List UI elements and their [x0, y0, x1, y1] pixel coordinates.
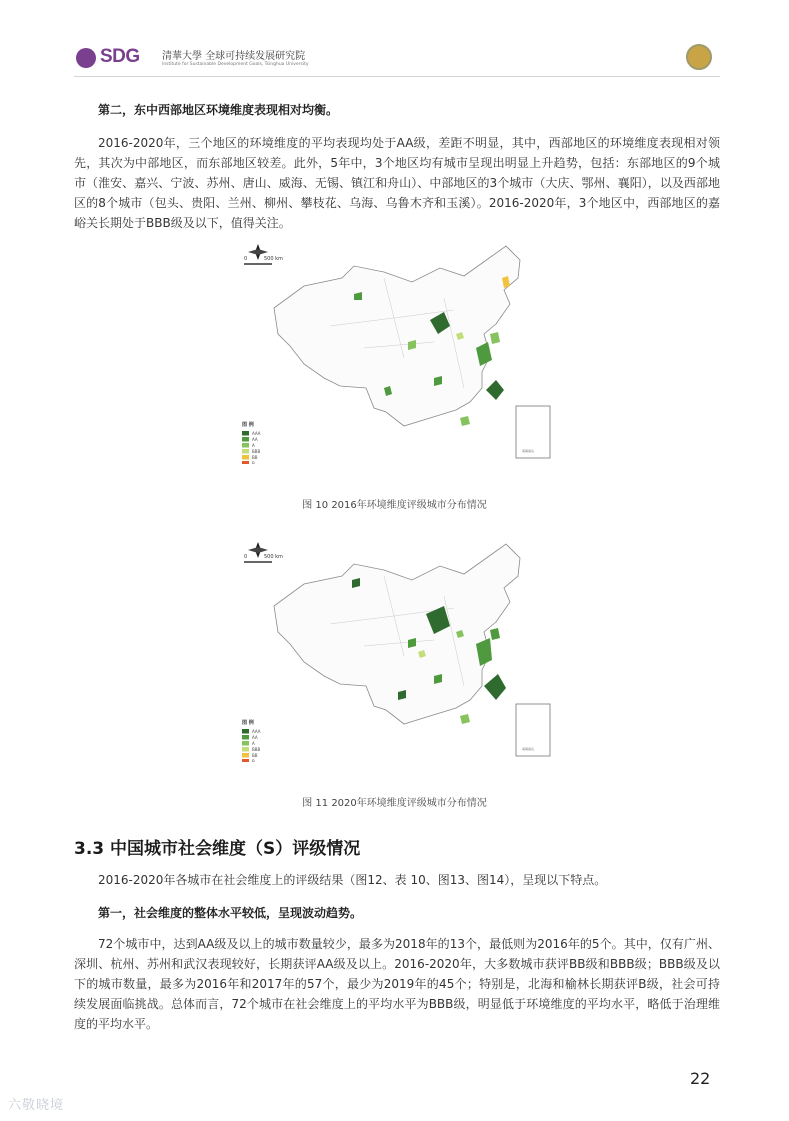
section-heading-2: 第二，东中西部地区环境维度表现相对均衡。 — [98, 103, 339, 117]
legend-label: BB — [252, 455, 258, 460]
legend-swatch — [242, 747, 249, 752]
legend-swatch — [242, 455, 249, 460]
map-legend — [242, 719, 261, 762]
legend-label: AAA — [252, 729, 261, 734]
svg-text:图 例: 图 例 — [242, 422, 254, 428]
watermark: 六敬晓境 — [8, 1098, 65, 1113]
section-title-3-3: 3.3 中国城市社会维度（S）评级情况 — [74, 839, 361, 859]
svg-text:南海诸岛: 南海诸岛 — [522, 747, 535, 751]
legend-swatch — [242, 443, 249, 448]
china-outline — [274, 246, 520, 426]
map-legend — [242, 421, 261, 464]
legend-label: A — [252, 443, 255, 448]
legend-label: AA — [252, 437, 258, 442]
map-2020 — [234, 536, 574, 762]
svg-text:0: 0 — [244, 554, 248, 560]
legend-label: A — [252, 741, 255, 746]
svg-text:南海诸岛: 南海诸岛 — [522, 449, 535, 453]
figure-10-caption: 图 10 2016年环境维度评级城市分布情况 — [302, 500, 487, 511]
section-body-first: 72个城市中，达到AA级及以上的城市数量较少，最多为2018年的13个，最低则为2016年的5个。其中，仅有广州、深圳、杭州、苏州和武汉表现较好，长期获评AA级及以上。2016-2020年，大多数城市获评BB级和BBB级；BBB级及以下的城市数量，最多为2016年和2017年的57个，最少为2019年的45个；特别是，北海和榆林长期获评B级，社会可持续发展面临挑战。总体而言，72个城市在社会维度上的平均水平为BBB级，明显低于环境维度的平均水平，略低于治理维度的平均水平。 — [74, 937, 720, 1031]
sdg-logo: SDG — [100, 46, 140, 67]
header-divider — [74, 76, 720, 77]
scale-label: 500 km — [264, 256, 283, 262]
legend-swatch — [242, 461, 249, 464]
svg-text:图 例: 图 例 — [242, 720, 254, 726]
legend-swatch — [242, 759, 249, 762]
legend-swatch — [242, 431, 249, 436]
legend-swatch — [242, 753, 249, 758]
legend-swatch — [242, 449, 249, 454]
legend-label: BBB — [252, 747, 261, 752]
legend-swatch — [242, 735, 249, 740]
legend-label: AA — [252, 735, 258, 740]
legend-label: BB — [252, 753, 258, 758]
page-header — [74, 42, 720, 76]
section-intro-3-3: 2016-2020年各城市在社会维度上的评级结果（图12、表 10、图13、图14），呈现以下特点。 — [98, 873, 607, 887]
section-heading-first: 第一，社会维度的整体水平较低，呈现波动趋势。 — [98, 906, 363, 920]
map-2016 — [234, 238, 574, 464]
legend-swatch — [242, 729, 249, 734]
legend-label: B — [252, 461, 255, 464]
legend-label: B — [252, 759, 255, 762]
emblem-icon — [686, 44, 712, 70]
page-number: 22 — [690, 1069, 711, 1088]
legend-label: AAA — [252, 431, 261, 436]
scale-label: 500 km — [264, 554, 283, 560]
institute-name-en: Institute for Sustainable Development Goals, Tsinghua University — [162, 62, 309, 67]
tsinghua-logo-icon — [76, 48, 96, 68]
svg-text:0: 0 — [244, 256, 248, 262]
section-body-2: 2016-2020年，三个地区的环境维度的平均表现均处于AA级，差距不明显，其中，西部地区的环境维度表现相对领先，其次为中部地区，而东部地区较差。此外，5年中，3个地区均有城市呈现出明显上升趋势，包括：东部地区的9个城市（淮安、嘉兴、宁波、苏州、唐山、威海、无锡、镇江和舟山）、中部地区的3个城市（大庆、鄂州、襄阳），以及西部地区的8个城市（包头、贵阳、兰州、柳州、攀枝花、乌海、乌鲁木齐和玉溪）。2016-2020年，3个地区中，西部地区的嘉峪关长期处于BBB级及以下，值得关注。 — [74, 136, 720, 230]
legend-swatch — [242, 741, 249, 746]
legend-label: BBB — [252, 449, 261, 454]
institute-name: 清華大學 全球可持续发展研究院 — [162, 51, 306, 62]
china-outline — [274, 544, 520, 724]
legend-swatch — [242, 437, 249, 442]
figure-11-caption: 图 11 2020年环境维度评级城市分布情况 — [302, 798, 487, 809]
